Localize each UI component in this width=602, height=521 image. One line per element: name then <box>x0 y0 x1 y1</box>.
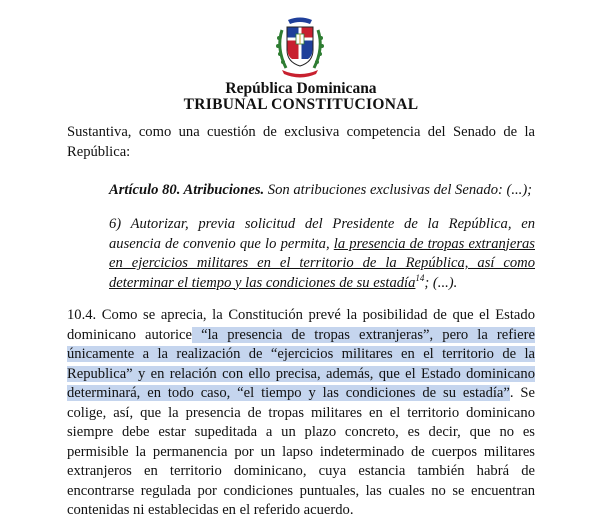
item-6-lead: 6) Autorizar, previa solicitud del Presidente de la República, en ausencia de convenio que lo permita, <box>109 216 535 252</box>
article-title: Artículo 80. Atribuciones. <box>109 182 265 198</box>
article-text: Son atribuciones exclusivas del Senado: (...); <box>264 182 533 198</box>
item-6-underlined: la presencia de tropas extranjeras en ejercicios militares en el territorio de la República, así como determinar el tiempo y las condiciones de su estadía <box>109 235 535 291</box>
quote-item-6 <box>109 215 535 293</box>
country-heading: República Dominicana <box>225 80 377 97</box>
footnote-ref[interactable]: 14 <box>415 272 425 283</box>
paragraph-lead: Como se aprecia, la Constitución prevé la posibilidad de que el Estado dominicano autorice <box>67 307 535 343</box>
dominican-coat-of-arms-icon <box>270 14 330 80</box>
paragraph-10-4 <box>67 306 535 521</box>
quote-article-80 <box>109 181 535 201</box>
highlighted-text[interactable]: “la presencia de tropas extranjeras”, pero la refiere únicamente a la realización de “ejercicios militares en el territorio de la Republica” y en relación con ello precisa, además, que el Estado dominicano determinará, en todo caso, “el tiempo y las condiciones de su estadía” <box>67 326 535 401</box>
institution-heading: TRIBUNAL CONSTITUCIONAL <box>183 96 419 113</box>
paragraph-1: Sustantiva, como una cuestión de exclusiva competencia del Senado de la República: <box>67 124 535 160</box>
item-6-tail: ; (...). <box>424 274 458 291</box>
paragraph-number: 10.4. <box>67 307 97 323</box>
paragraph-tail: . Se colige, así, que la presencia de tropas militares en el territorio dominicano siempre debe estar supeditada a un plazo concreto, es decir, que no es permisible la permanencia por un lapso indeterminado de cuerpos militares extranjeros en territorio dominicano, cuya estancia también habrá de encontrarse regulada por condiciones puntuales, las cuales no se encuentran contenidas ni establecidas en el referido acuerdo. <box>67 385 536 518</box>
